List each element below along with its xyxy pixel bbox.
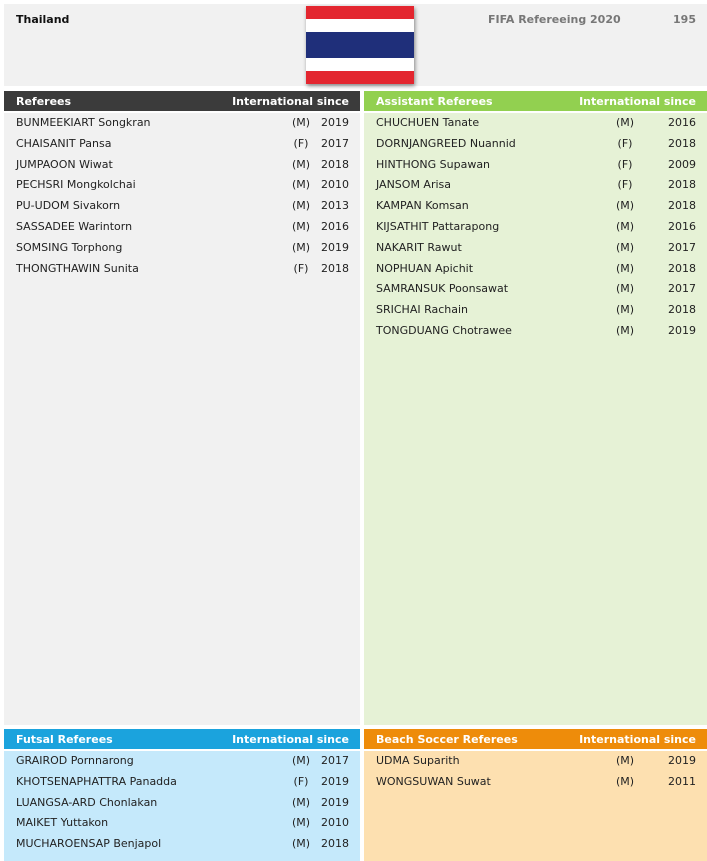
international-since-year: 2016: [321, 219, 349, 233]
referee-name: SASSADEE Warintorn: [16, 219, 133, 233]
list-item: [364, 751, 707, 772]
beach-soccer-referees-column-label: International since: [579, 732, 696, 746]
page-header: [4, 4, 707, 86]
referee-name: MUCHAROENSAP Benjapol: [16, 837, 162, 851]
referee-gender: (F): [293, 261, 309, 275]
international-since-year: 2017: [668, 240, 696, 254]
international-since-year: 2017: [668, 282, 696, 296]
international-since-year: 2019: [321, 240, 349, 254]
list-item: [364, 238, 707, 259]
referee-gender: (M): [615, 303, 635, 317]
referee-gender: (M): [291, 157, 311, 171]
referee-gender: (M): [291, 795, 311, 809]
page-number: 195: [673, 13, 696, 26]
list-item: [4, 772, 360, 793]
referee-gender: (M): [615, 116, 635, 129]
international-since-year: 2019: [321, 116, 349, 129]
referee-name: JUMPAOON Wiwat: [16, 157, 113, 171]
referee-name: WONGSUWAN Suwat: [376, 774, 491, 788]
flag-stripe: [306, 71, 414, 84]
list-item: [4, 113, 360, 134]
futsal-referees-header: [4, 729, 360, 749]
referee-gender: (M): [615, 323, 635, 337]
referee-name: JANSOM Arisa: [376, 178, 452, 192]
referee-gender: (M): [615, 199, 635, 213]
referee-gender: (F): [293, 136, 309, 150]
list-item: [4, 196, 360, 217]
list-item: [364, 279, 707, 300]
referee-gender: (M): [615, 240, 635, 254]
futsal-referees-column-label: International since: [232, 732, 349, 746]
international-since-year: 2018: [321, 837, 349, 851]
international-since-year: 2010: [321, 816, 349, 830]
international-since-year: 2019: [668, 323, 696, 337]
list-item: [364, 217, 707, 238]
referee-gender: (M): [615, 754, 635, 767]
referees-list: [4, 113, 360, 725]
country-name: Thailand: [16, 13, 70, 26]
international-since-year: 2018: [321, 261, 349, 275]
list-item: [364, 259, 707, 280]
referee-name: HINTHONG Supawan: [376, 157, 491, 171]
assistant-referees-list: [364, 113, 707, 725]
list-item: [4, 155, 360, 176]
flag-stripe: [306, 19, 414, 32]
referee-gender: (M): [615, 261, 635, 275]
futsal-referees-title: Futsal Referees: [16, 732, 113, 746]
international-since-year: 2019: [321, 774, 349, 788]
referee-gender: (F): [617, 157, 633, 171]
publication-title: FIFA Refereeing 2020: [488, 13, 621, 26]
international-since-year: 2016: [668, 219, 696, 233]
referee-name: UDMA Suparith: [376, 754, 460, 767]
referee-gender: (M): [291, 240, 311, 254]
list-item: [364, 196, 707, 217]
referee-gender: (F): [617, 178, 633, 192]
referee-gender: (M): [291, 116, 311, 129]
list-item: [4, 134, 360, 155]
international-since-year: 2017: [321, 136, 349, 150]
referee-name: BUNMEEKIART Songkran: [16, 116, 151, 129]
international-since-year: 2017: [321, 754, 349, 767]
flag-stripe: [306, 6, 414, 19]
list-item: [364, 300, 707, 321]
international-since-year: 2013: [321, 199, 349, 213]
international-since-year: 2010: [321, 178, 349, 192]
list-item: [364, 175, 707, 196]
referees-column-label: International since: [232, 94, 349, 108]
international-since-year: 2016: [668, 116, 696, 129]
international-since-year: 2018: [321, 157, 349, 171]
referee-gender: (F): [617, 136, 633, 150]
referee-gender: (M): [291, 219, 311, 233]
referee-name: SOMSING Torphong: [16, 240, 123, 254]
referee-name: NAKARIT Rawut: [376, 240, 462, 254]
referee-gender: (M): [615, 282, 635, 296]
referee-name: KIJSATHIT Pattarapong: [376, 219, 500, 233]
list-item: [4, 751, 360, 772]
beach-soccer-referees-title: Beach Soccer Referees: [376, 732, 518, 746]
referee-name: THONGTHAWIN Sunita: [16, 261, 139, 275]
futsal-referees-panel: [4, 729, 360, 861]
list-item: [364, 772, 707, 793]
referee-gender: (M): [291, 199, 311, 213]
beach-soccer-referees-list: [364, 751, 707, 861]
futsal-referees-list: [4, 751, 360, 861]
referees-header: [4, 91, 360, 111]
list-item: [4, 813, 360, 834]
referee-name: PECHSRI Mongkolchai: [16, 178, 136, 192]
international-since-year: 2018: [668, 178, 696, 192]
international-since-year: 2019: [321, 795, 349, 809]
referee-name: SAMRANSUK Poonsawat: [376, 282, 509, 296]
referees-title: Referees: [16, 94, 72, 108]
referee-gender: (F): [293, 774, 309, 788]
referee-name: TONGDUANG Chotrawee: [376, 323, 512, 337]
list-item: [4, 793, 360, 814]
referee-gender: (M): [291, 754, 311, 767]
referee-name: LUANGSA-ARD Chonlakan: [16, 795, 158, 809]
referee-name: KHOTSENAPHATTRA Panadda: [16, 774, 177, 788]
referee-name: SRICHAI Rachain: [376, 303, 469, 317]
referee-name: CHUCHUEN Tanate: [376, 116, 480, 129]
list-item: [364, 113, 707, 134]
international-since-year: 2018: [668, 303, 696, 317]
referee-name: GRAIROD Pornnarong: [16, 754, 134, 767]
international-since-year: 2009: [668, 157, 696, 171]
list-item: [364, 134, 707, 155]
list-item: [364, 155, 707, 176]
thailand-flag: [306, 6, 414, 84]
list-item: [364, 321, 707, 342]
beach-soccer-referees-header: [364, 729, 707, 749]
referee-gender: (M): [615, 774, 635, 788]
list-item: [4, 217, 360, 238]
beach-soccer-referees-panel: [364, 729, 707, 861]
referee-name: CHAISANIT Pansa: [16, 136, 112, 150]
referee-gender: (M): [291, 837, 311, 851]
referee-gender: (M): [615, 219, 635, 233]
international-since-year: 2018: [668, 136, 696, 150]
referees-panel: [4, 91, 360, 725]
referee-gender: (M): [291, 178, 311, 192]
referee-name: NOPHUAN Apichit: [376, 261, 474, 275]
list-item: [4, 259, 360, 280]
list-item: [4, 238, 360, 259]
referee-name: MAIKET Yuttakon: [16, 816, 109, 830]
international-since-year: 2019: [668, 754, 696, 767]
assistant-referees-title: Assistant Referees: [376, 94, 493, 108]
list-item: [4, 834, 360, 855]
assistant-referees-column-label: International since: [579, 94, 696, 108]
list-item: [4, 175, 360, 196]
international-since-year: 2018: [668, 261, 696, 275]
referee-gender: (M): [291, 816, 311, 830]
assistant-referees-header: [364, 91, 707, 111]
assistant-referees-panel: [364, 91, 707, 725]
flag-stripe: [306, 58, 414, 71]
flag-stripe: [306, 32, 414, 58]
referee-name: DORNJANGREED Nuannid: [376, 136, 516, 150]
international-since-year: 2018: [668, 199, 696, 213]
referee-name: PU-UDOM Sivakorn: [16, 199, 121, 213]
international-since-year: 2011: [668, 774, 696, 788]
referee-name: KAMPAN Komsan: [376, 199, 469, 213]
